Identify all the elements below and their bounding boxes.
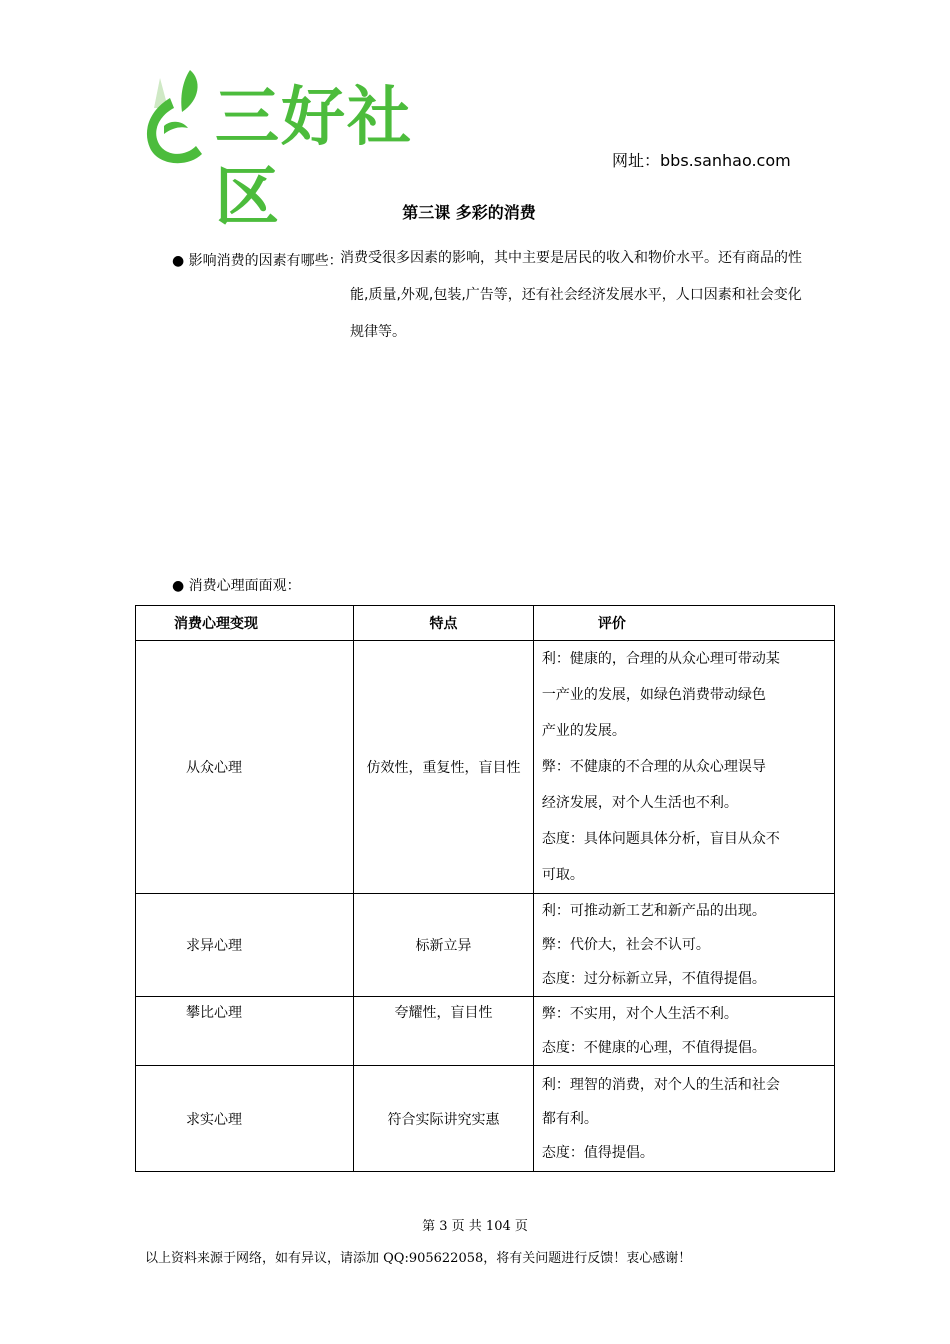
- row-feature: 符合实际讲究实惠: [354, 1066, 534, 1172]
- evaluation-line: 一产业的发展，如绿色消费带动绿色: [541, 687, 766, 703]
- factors-answer-line: 能,质量,外观,包装,广告等，还有社会经济发展水平，人口因素和社会变化: [350, 287, 802, 303]
- row-name: 从众心理: [136, 641, 354, 894]
- table-row: [136, 641, 835, 894]
- evaluation-line: 产业的发展。: [541, 723, 626, 739]
- evaluation-line: 弊：不健康的不合理的从众心理误导: [541, 759, 766, 775]
- row-evaluation: [533, 894, 834, 997]
- evaluation-line: 利：理智的消费，对个人的生活和社会: [541, 1076, 780, 1093]
- page-title: 第三课 多彩的消费: [402, 203, 536, 222]
- evaluation-line: 态度：值得提倡。: [541, 1144, 654, 1161]
- evaluation-line: 弊：代价大，社会不认可。: [541, 937, 710, 953]
- leaf-c-logo-icon: [140, 68, 220, 168]
- factors-question: ● 影响消费的因素有哪些：: [172, 253, 343, 269]
- evaluation-line: 利：健康的，合理的从众心理可带动某: [541, 651, 780, 667]
- evaluation-line: 态度：具体问题具体分析，盲目从众不: [541, 831, 780, 847]
- website-url[interactable]: 网址：bbs.sanhao.com: [612, 151, 791, 170]
- table-row: [136, 997, 835, 1066]
- row-feature: 标新立异: [354, 894, 534, 997]
- column-header: 消费心理变现: [136, 606, 354, 641]
- factors-answer-line: 消费受很多因素的影响，其中主要是居民的收入和物价水平。还有商品的性: [340, 250, 802, 266]
- table-row: [136, 894, 835, 997]
- table-row: [136, 1066, 835, 1172]
- page-number: 第 3 页 共 104 页: [422, 1219, 528, 1234]
- row-name: 攀比心理: [136, 997, 354, 1066]
- evaluation-line: 可取。: [541, 867, 584, 883]
- evaluation-line: 态度：不健康的心理，不值得提倡。: [541, 1040, 766, 1056]
- row-evaluation: [533, 641, 834, 894]
- footer-note: 以上资料来源于网络，如有异议，请添加 QQ:905622058，将有关问题进行反馈！衷心感谢！: [145, 1251, 692, 1266]
- factors-answer-line: 规律等。: [350, 324, 406, 340]
- column-header: 特点: [354, 606, 534, 641]
- table-header-row: [136, 606, 835, 641]
- row-evaluation: [533, 1066, 834, 1172]
- row-feature: 仿效性，重复性，盲目性: [354, 641, 534, 894]
- site-logo: [140, 68, 450, 235]
- row-feature: 夸耀性，盲目性: [354, 997, 534, 1066]
- psychology-table: [135, 605, 835, 1172]
- evaluation-line: 弊：不实用，对个人生活不利。: [541, 1006, 738, 1022]
- psychology-heading: ● 消费心理面面观：: [172, 578, 301, 594]
- evaluation-line: 态度：过分标新立异，不值得提倡。: [541, 971, 766, 987]
- row-evaluation: [533, 997, 834, 1066]
- factors-answer: [340, 240, 810, 351]
- row-name: 求异心理: [136, 894, 354, 997]
- evaluation-line: 经济发展，对个人生活也不利。: [541, 795, 738, 811]
- row-name: 求实心理: [136, 1066, 354, 1172]
- logo-wordmark: 三好社区: [215, 81, 413, 235]
- evaluation-line: 都有利。: [541, 1110, 598, 1127]
- evaluation-line: 利：可推动新工艺和新产品的出现。: [541, 903, 766, 919]
- column-header: 评价: [533, 606, 834, 641]
